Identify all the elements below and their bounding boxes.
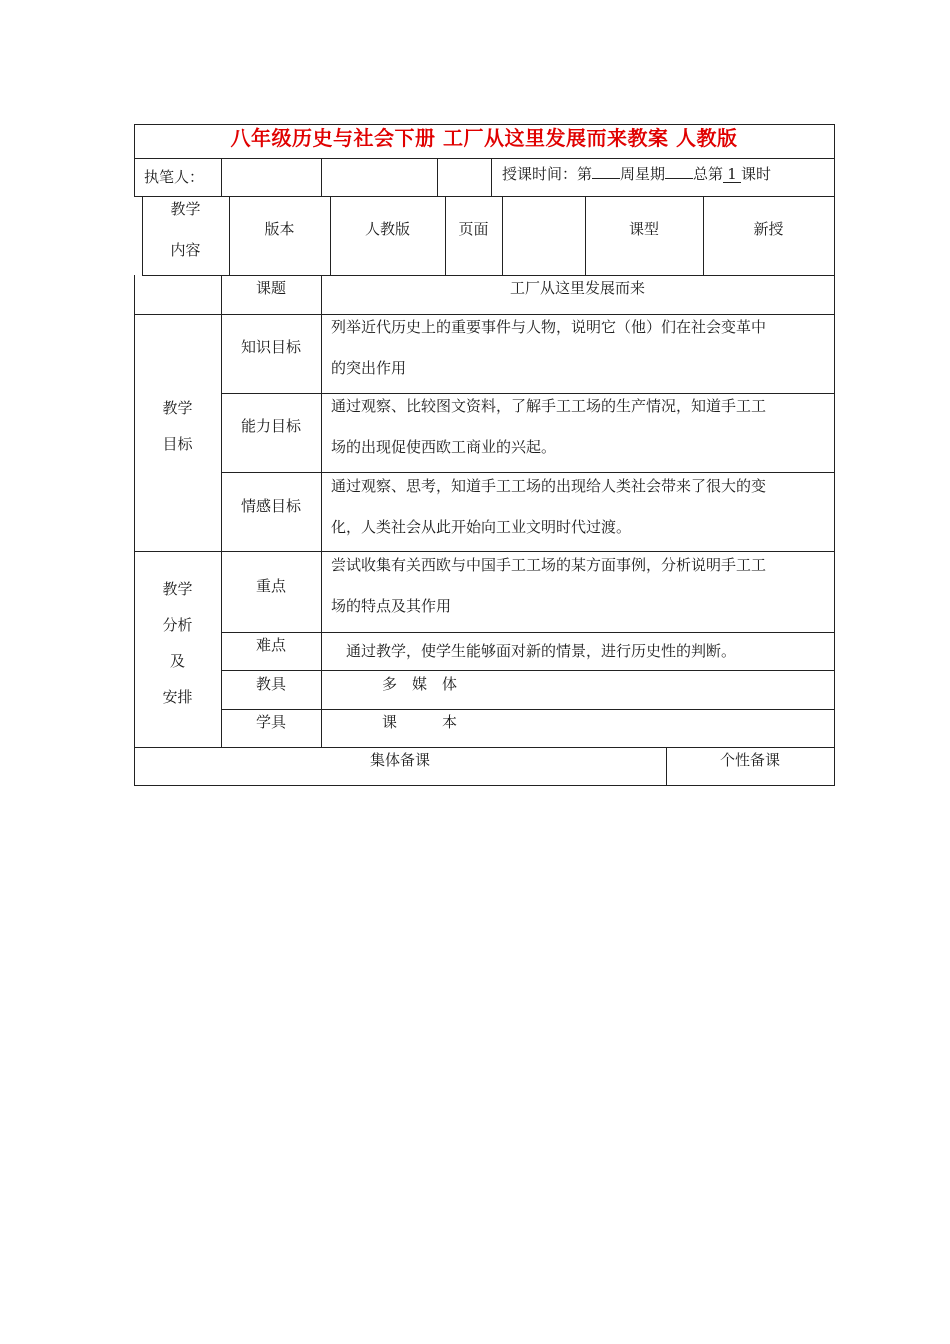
border-line — [221, 158, 222, 196]
border-line — [134, 785, 835, 786]
border-line — [221, 709, 835, 710]
document-title: 八年级历史与社会下册 工厂从这里发展而来教案 人教版 — [230, 126, 738, 150]
border-line — [321, 275, 322, 747]
schedule-prefix: 授课时间：第 — [502, 165, 593, 183]
ability-goal-label: 能力目标 — [240, 417, 301, 435]
edition-label: 版本 — [264, 220, 295, 238]
border-line — [134, 196, 835, 197]
topic-label: 课题 — [255, 279, 286, 297]
border-line — [134, 275, 135, 786]
page-label: 页面 — [458, 220, 489, 238]
border-line — [134, 124, 135, 196]
border-line — [142, 275, 835, 276]
topic-value: 工厂从这里发展而来 — [509, 279, 645, 297]
lesson-schedule — [502, 163, 771, 183]
author-label: 执笔人： — [144, 168, 205, 186]
analysis-label-line1: 教学 — [162, 580, 193, 598]
analysis-label-line2: 分析 — [162, 616, 193, 634]
lesson-type-label: 课型 — [628, 220, 659, 238]
border-line — [221, 632, 835, 633]
difficulty-label: 难点 — [255, 636, 286, 654]
border-line — [221, 670, 835, 671]
border-line — [502, 196, 503, 275]
learning-aids-label: 学具 — [255, 713, 286, 731]
knowledge-goal-line2: 的突出作用 — [331, 359, 407, 377]
teaching-aids-label: 教具 — [255, 675, 286, 693]
analysis-label-line4: 安排 — [162, 688, 193, 706]
border-line — [834, 196, 835, 275]
key-point-line2: 场的特点及其作用 — [331, 597, 452, 615]
border-line — [134, 747, 835, 748]
schedule-suffix: 课时 — [741, 165, 772, 183]
difficulty-value: 通过教学，使学生能够面对新的情景，进行历史性的判断。 — [346, 642, 737, 660]
border-line — [834, 124, 835, 196]
content-label-line2: 内容 — [170, 241, 201, 259]
border-line — [134, 158, 835, 159]
border-line — [491, 158, 492, 196]
collective-prep-label: 集体备课 — [369, 751, 430, 769]
schedule-total: 总第 — [693, 165, 724, 183]
weekday-blank — [665, 163, 693, 179]
border-line — [221, 393, 835, 394]
knowledge-goal-label: 知识目标 — [240, 338, 301, 356]
lesson-number: 1 — [723, 167, 741, 183]
edition-value: 人教版 — [364, 220, 410, 238]
border-line — [134, 124, 835, 125]
border-line — [134, 551, 835, 552]
border-line — [221, 472, 835, 473]
content-label-line1: 教学 — [170, 200, 201, 218]
emotion-goal-label: 情感目标 — [240, 497, 301, 515]
ability-goal-line1: 通过观察、比较图文资料，了解手工工场的生产情况，知道手工工 — [331, 397, 767, 415]
knowledge-goal-line1: 列举近代历史上的重要事件与人物，说明它（他）们在社会变革中 — [331, 318, 767, 336]
ability-goal-line2: 场的出现促使西欧工商业的兴起。 — [331, 438, 557, 456]
learning-aids-value: 课 本 — [382, 713, 458, 731]
teaching-aids-value: 多 媒 体 — [382, 675, 458, 693]
individual-prep-label: 个性备课 — [719, 751, 780, 769]
border-line — [437, 158, 438, 196]
objectives-label-line1: 教学 — [162, 399, 193, 417]
lesson-type-value: 新授 — [753, 220, 784, 238]
analysis-label-line3: 及 — [169, 652, 185, 670]
schedule-week: 周星期 — [620, 165, 666, 183]
week-blank — [592, 163, 620, 179]
objectives-label-line2: 目标 — [162, 435, 193, 453]
emotion-goal-line1: 通过观察、思考，知道手工工场的出现给人类社会带来了很大的变 — [331, 477, 767, 495]
key-point-line1: 尝试收集有关西欧与中国手工工场的某方面事例，分析说明手工工 — [331, 556, 767, 574]
emotion-goal-line2: 化，人类社会从此开始向工业文明时代过渡。 — [331, 518, 632, 536]
key-point-label: 重点 — [255, 577, 286, 595]
border-line — [134, 314, 835, 315]
border-line — [321, 158, 322, 196]
